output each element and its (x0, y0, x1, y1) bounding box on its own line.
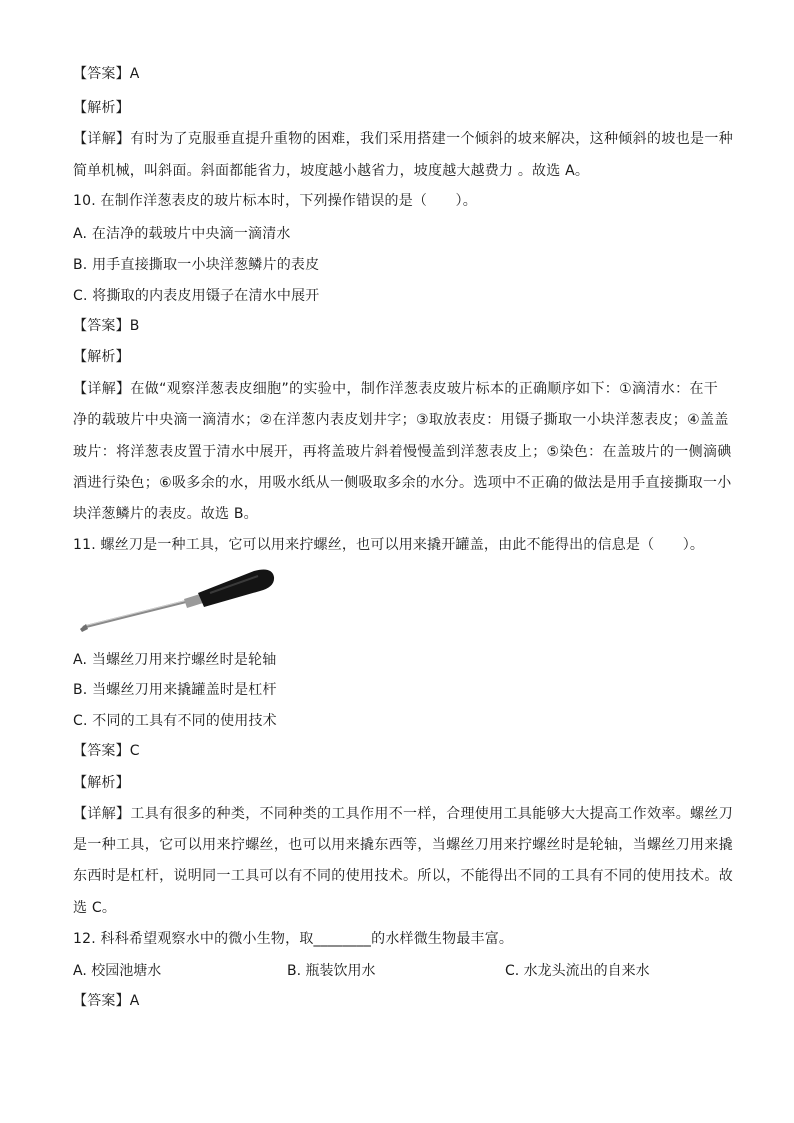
q12-blank: ________ (313, 931, 372, 947)
q9-detail-line: 【详解】有时为了克服垂直提升重物的困难，我们采用搭建一个倾斜的坡来解决，这种倾斜的坡也是一种 (73, 131, 734, 147)
q11-detail-line: 东西时是杠杆，说明同一工具可以有不同的使用技术。所以，不能得出不同的工具有不同的使用技术。故 (73, 868, 734, 884)
q12-stem-after: 的水样微生物最丰富。 (371, 931, 514, 947)
q10-detail-line: 酒进行染色；⑥吸多余的水，用吸水纸从一侧吸取多余的水分。选项中不正确的做法是用手直接撕取一小 (73, 475, 732, 491)
q10-detail-line: 玻片：将洋葱表皮置于清水中展开，再将盖玻片斜着慢慢盖到洋葱表皮上；⑤染色：在盖玻片的一侧滴碘 (73, 444, 732, 460)
q12-answer: 【答案】A (73, 993, 140, 1009)
q11-option-b: B. 当螺丝刀用来撬罐盖时是杠杆 (73, 682, 277, 698)
q12-stem (73, 929, 734, 949)
q10-detail-line: 块洋葱鳞片的表皮。故选 B。 (73, 506, 258, 522)
q11-detail-line: 【详解】工具有很多的种类，不同种类的工具作用不一样，合理使用工具能够大大提高工作效率。螺丝刀 (73, 806, 734, 822)
q10-detail-line: 【详解】在做“观察洋葱表皮细胞”的实验中，制作洋葱表皮玻片标本的正确顺序如下：①滴清水：在干 (73, 381, 719, 397)
q10-answer: 【答案】B (73, 318, 140, 334)
q10-option-a: A. 在洁净的载玻片中央滴一滴清水 (73, 226, 291, 242)
q11-option-c: C. 不同的工具有不同的使用技术 (73, 713, 277, 729)
q12-option-b: B. 瓶装饮用水 (287, 963, 376, 979)
q9-analysis-heading: 【解析】 (73, 100, 130, 116)
q10-option-c: C. 将撕取的内表皮用镊子在清水中展开 (73, 288, 320, 304)
screwdriver-illustration (78, 563, 278, 635)
q10-analysis-heading: 【解析】 (73, 349, 130, 365)
screwdriver-handle (198, 569, 274, 607)
q11-option-a: A. 当螺丝刀用来拧螺丝时是轮轴 (73, 652, 277, 668)
q12-options-row (73, 961, 734, 981)
q12-option-c: C. 水龙头流出的自来水 (505, 963, 650, 979)
q10-option-b: B. 用手直接撕取一小块洋葱鳞片的表皮 (73, 257, 320, 273)
q11-analysis-heading: 【解析】 (73, 775, 130, 791)
q12-stem-before: 12. 科科希望观察水中的微小生物，取 (73, 931, 314, 947)
q11-stem: 11. 螺丝刀是一种工具，它可以用来拧螺丝，也可以用来撬开罐盖，由此不能得出的信息是（ ）。 (73, 537, 705, 553)
q10-stem: 10. 在制作洋葱表皮的玻片标本时，下列操作错误的是（ ）。 (73, 193, 477, 209)
q12-option-a: A. 校园池塘水 (73, 963, 162, 979)
q11-detail-line: 是一种工具，它可以用来拧螺丝，也可以用来撬东西等，当螺丝刀用来拧螺丝时是轮轴，当螺丝刀用来撬 (73, 837, 734, 853)
q9-detail-line: 简单机械，叫斜面。斜面都能省力，坡度越小越省力，坡度越大越费力 。故选 A。 (73, 163, 590, 179)
q9-answer: 【答案】A (73, 66, 140, 82)
q10-detail-line: 净的载玻片中央滴一滴清水；②在洋葱内表皮划井字；③取放表皮：用镊子撕取一小块洋葱表皮；④盖盖 (73, 412, 729, 428)
screwdriver-shaft (84, 601, 188, 627)
q11-answer: 【答案】C (73, 743, 140, 759)
q11-detail-line: 选 C。 (73, 900, 117, 916)
